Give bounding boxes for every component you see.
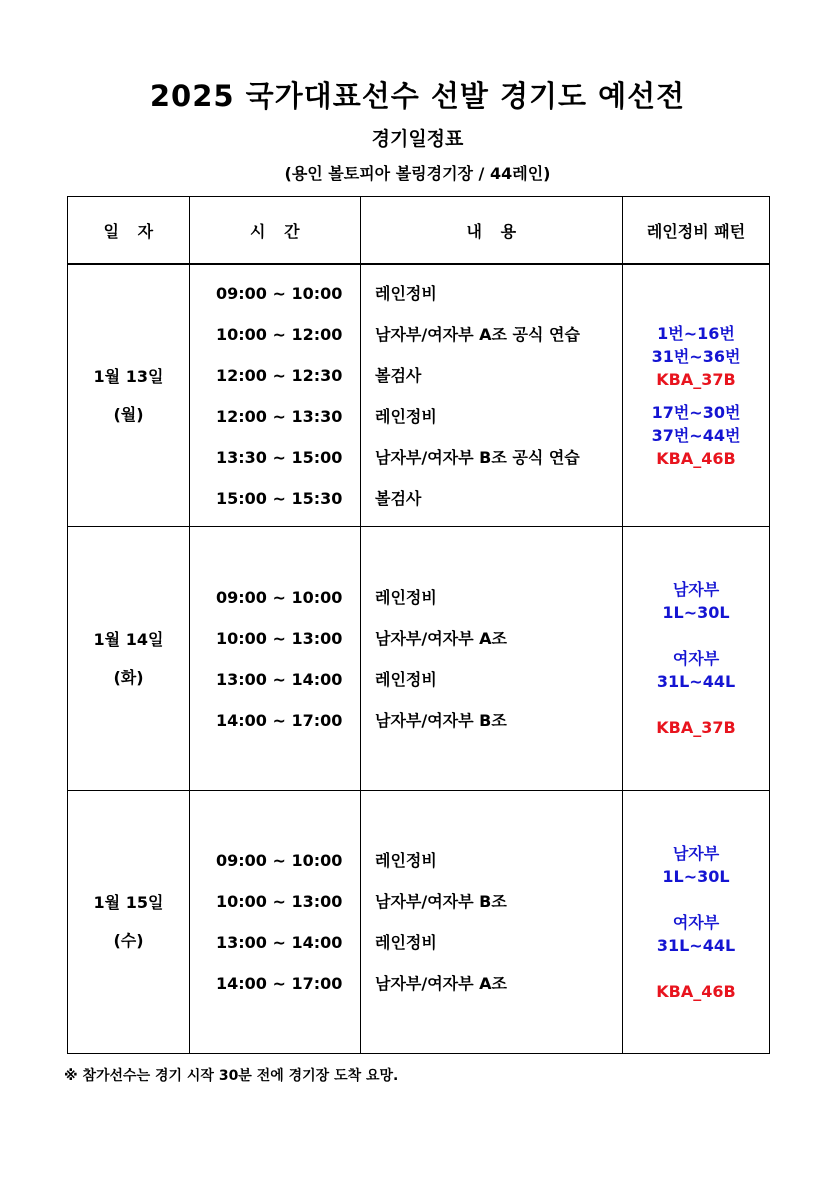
- venue-line: (용인 볼토피아 볼링경기장 / 44레인): [284, 164, 551, 183]
- header-content: 내 용: [361, 197, 623, 265]
- time-slot: 15:00 ~ 15:30: [216, 488, 343, 508]
- time-slot: 09:00 ~ 10:00: [216, 283, 343, 303]
- date-text: 1월 13일: [93, 366, 164, 386]
- lane-range: 17번~30번: [651, 402, 741, 422]
- schedule-table: [67, 196, 770, 1054]
- time-slot: 12:00 ~ 13:30: [216, 406, 343, 426]
- table-row: [68, 264, 770, 527]
- time-slot: 13:00 ~ 14:00: [216, 669, 343, 689]
- lane-range: 31L~44L: [656, 935, 736, 955]
- time-slot: 10:00 ~ 13:00: [216, 892, 343, 911]
- content-cell: [361, 264, 623, 527]
- date-cell: [68, 264, 190, 527]
- document-title: 2025 국가대표선수 선발 경기도 예선전: [149, 79, 686, 113]
- date-text: 1월 14일: [93, 629, 164, 649]
- content-item: 레인정비: [375, 587, 437, 607]
- time-slot: 10:00 ~ 12:00: [216, 324, 343, 344]
- time-slot: 13:30 ~ 15:00: [216, 447, 343, 467]
- content-cell: [361, 527, 623, 791]
- content-item: 남자부/여자부 B조: [375, 892, 507, 911]
- time-slot: 14:00 ~ 17:00: [216, 710, 343, 730]
- date-text: 1월 15일: [93, 893, 164, 912]
- content-item: 레인정비: [375, 283, 437, 303]
- time-cell: [190, 527, 361, 791]
- division-label: 여자부: [672, 649, 720, 668]
- table-header-row: [68, 197, 770, 265]
- content-item: 레인정비: [375, 851, 437, 870]
- content-item: 남자부/여자부 A조: [375, 974, 507, 993]
- time-slot: 12:00 ~ 12:30: [216, 365, 343, 385]
- time-slot: 13:00 ~ 14:00: [216, 933, 343, 952]
- oil-pattern: KBA_46B: [656, 448, 736, 468]
- date-cell: [68, 527, 190, 791]
- time-cell: [190, 264, 361, 527]
- lane-range: 1L~30L: [662, 603, 730, 622]
- division-label: 남자부: [672, 843, 720, 863]
- content-item: 남자부/여자부 A조 공식 연습: [375, 324, 580, 344]
- weekday-text: (월): [113, 404, 144, 424]
- lane-range: 31번~36번: [651, 346, 741, 366]
- content-item: 레인정비: [375, 669, 437, 689]
- content-item: 레인정비: [375, 933, 437, 952]
- header-lane-pattern: 레인정비 패턴: [623, 197, 770, 265]
- time-slot: 09:00 ~ 10:00: [216, 851, 343, 870]
- content-item: 볼검사: [375, 488, 422, 508]
- time-slot: 14:00 ~ 17:00: [216, 974, 343, 993]
- content-item: 남자부/여자부 B조: [375, 710, 507, 730]
- date-cell: [68, 791, 190, 1054]
- time-cell: [190, 791, 361, 1054]
- time-slot: 09:00 ~ 10:00: [216, 587, 343, 607]
- content-item: 레인정비: [375, 406, 437, 426]
- lane-pattern-cell: [623, 264, 770, 527]
- weekday-text: (화): [113, 667, 144, 687]
- oil-pattern: KBA_37B: [656, 369, 736, 389]
- table-row: [68, 527, 770, 791]
- lane-pattern-cell: [623, 527, 770, 791]
- lane-range: 1번~16번: [657, 323, 735, 343]
- oil-pattern: KBA_46B: [656, 981, 736, 1001]
- content-item: 볼검사: [375, 365, 422, 385]
- header-time: 시 간: [190, 197, 361, 265]
- table-row: [68, 791, 770, 1054]
- lane-range: 37번~44번: [651, 425, 741, 445]
- division-label: 남자부: [672, 580, 720, 599]
- weekday-text: (수): [113, 931, 144, 950]
- lane-pattern-cell: [623, 791, 770, 1054]
- lane-range: 31L~44L: [656, 672, 736, 691]
- header-date: 일 자: [68, 197, 190, 265]
- footnote: ※ 참가선수는 경기 시작 30분 전에 경기장 도착 요망.: [64, 1068, 399, 1084]
- content-item: 남자부/여자부 A조: [375, 628, 507, 648]
- oil-pattern: KBA_37B: [656, 718, 736, 737]
- lane-range: 1L~30L: [662, 866, 730, 886]
- document-subtitle: 경기일정표: [371, 128, 464, 150]
- content-cell: [361, 791, 623, 1054]
- time-slot: 10:00 ~ 13:00: [216, 628, 343, 648]
- content-item: 남자부/여자부 B조 공식 연습: [375, 447, 580, 467]
- division-label: 여자부: [672, 912, 720, 932]
